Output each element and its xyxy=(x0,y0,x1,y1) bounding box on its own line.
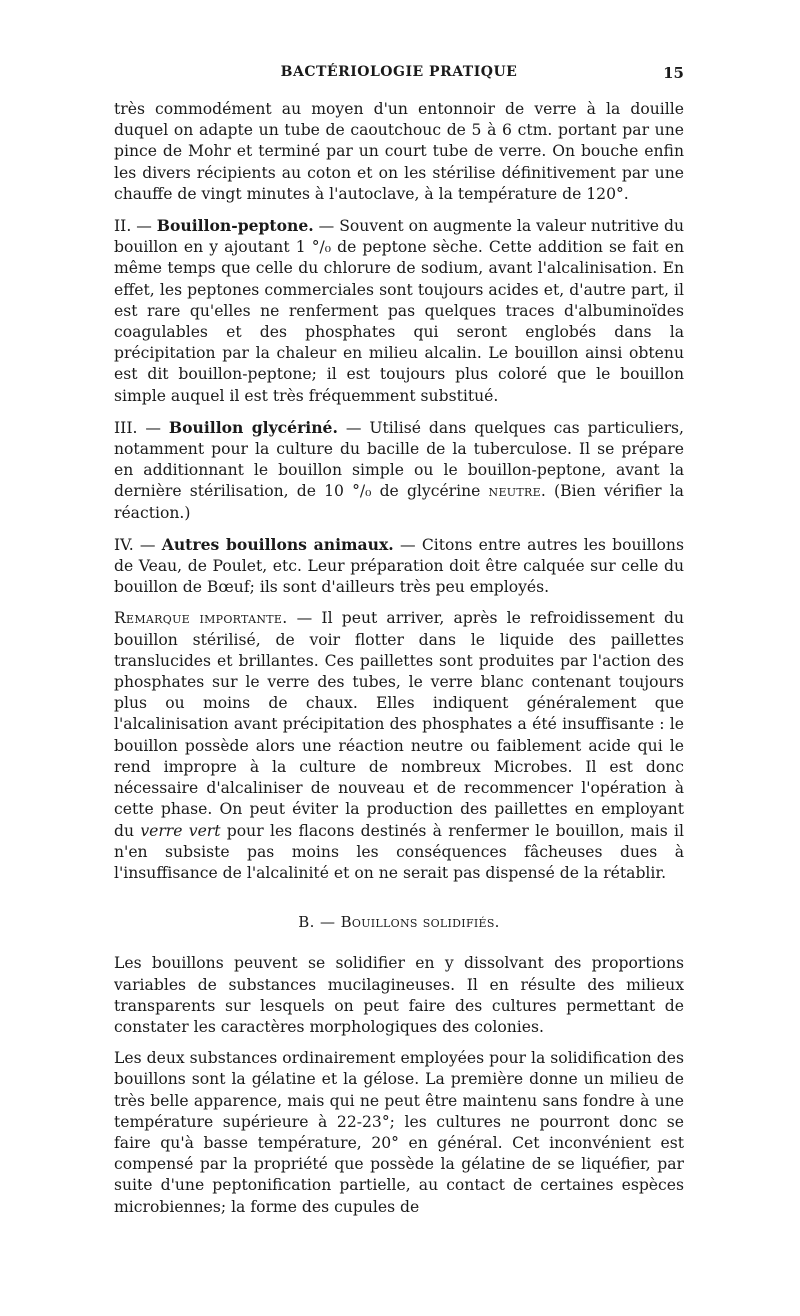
body-text xyxy=(114,99,684,1218)
paragraph-bouillons-solidifies-2: Les deux substances ordinairement employées pour la solidification des bouillons sont la gélatine et la gélose. La première donne un milieu de très belle apparence, mais qui ne peut être maintenu sans fondre à une température supérieure à 22-23°; les cultures ne pourront donc se faire qu'à basse température, 20° en général. Cet inconvénient est compensé par la propriété que possède la gélatine de se liquéfier, par suite d'une peptonification partielle, au contact de certaines espèces microbiennes; la forme des cupules de xyxy=(114,1049,684,1216)
paragraph-remarque xyxy=(114,608,684,884)
section-text: — Citons entre autres les bouillons de Veau, de Poulet, etc. Leur préparation doit être calquée sur celle du bouillon de Bœuf; ils sont d'ailleurs très peu employés. xyxy=(114,535,684,597)
section-text: — Souvent on augmente la valeur nutritive du bouillon en y ajoutant 1 °/₀ de peptone sèche. Cette addition se fait en même temps que celle du chlorure de sodium, avant l'alcalinisation. En effet, les peptones commerciales sont toujours acides et, d'autre part, il est rare qu'elles ne renferment pas quelques traces d'albuminoïdes coagulables et des phosphates qui seront englobés dans la précipitation par la chaleur en milieu alcalin. Le bouillon ainsi obtenu est dit bouillon-peptone; il est toujours plus coloré que le bouillon simple auquel il est très fréquemment substitué. xyxy=(114,217,684,405)
neutre-smallcaps: neutre xyxy=(488,482,541,501)
paragraph-continuation: très commodément au moyen d'un entonnoir de verre à la douille duquel on adapte un tube de caoutchouc de 5 à 6 ctm. portant par une pince de Mohr et terminé par un court tube de verre. On bouche enfin les divers récipients au coton et on les stérilise définitivement par une chauffe de vingt minutes à l'autoclave, à la température de 120°. xyxy=(114,100,684,203)
section-title: Bouillon-peptone. xyxy=(156,216,314,236)
section-number: III. — xyxy=(114,418,169,437)
remark-text-end: pour les flacons destinés à renfermer le bouillon, mais il n'en subsiste pas moins les conséquences fâcheuses dues à l'insuffisance de l'alcalinité et on ne serait pas dispensé de la rétablir. xyxy=(114,821,685,882)
section-b-title: Bouillons solidifiés. xyxy=(340,913,500,932)
section-heading-b xyxy=(114,912,684,933)
page-number: 15 xyxy=(663,64,684,82)
verre-vert-italic: verre vert xyxy=(140,821,221,840)
section-text: — Utilisé dans quelques cas particuliers, notamment pour la culture du bacille de la tuberculose. Il se prépare en additionnant le bouillon simple ou le bouillon-peptone, avant la dernière stérilisation, de 10 °/₀ de glycérine xyxy=(114,418,684,501)
section-title: Bouillon glycériné. xyxy=(168,417,338,437)
page-header xyxy=(114,64,684,88)
section-number: II. — xyxy=(114,217,157,236)
paragraph-bouillons-solidifies-1: Les bouillons peuvent se solidifier en y dissolvant des proportions variables de substances mucilagineuses. Il en résulte des milieux transparents sur lesquels on peut faire des cultures permettant de constater les caractères morphologiques des colonies. xyxy=(114,954,684,1036)
paragraph-bouillon-glycerine xyxy=(114,417,684,524)
remark-text: — Il peut arriver, après le refroidissement du bouillon stérilisé, de voir flotter dans le liquide des paillettes translucides et brillantes. Ces paillettes sont produites par l'action des phosphates sur le verre des tubes, le verre blanc contenant toujours plus ou moins de chaux. Elles indiquent généralement que l'alcalinisation avant précipitation des phosphates a été insuffisante : le bouillon possède alors une réaction neutre ou faiblement acide qui le rend impropre à la culture de nombreux Microbes. Il est donc nécessaire d'alcaliniser de nouveau et de recommencer l'opération à cette phase. On peut éviter la production des paillettes en employant du xyxy=(114,609,685,840)
section-number: IV. — xyxy=(114,535,162,554)
paragraph-autres-bouillons xyxy=(114,534,684,599)
section-b-prefix: B. — xyxy=(298,913,341,932)
running-title: BACTÉRIOLOGIE PRATIQUE xyxy=(280,64,518,80)
section-title: Autres bouillons animaux. xyxy=(161,534,394,554)
section-text-end: . (Bien vérifier la réaction.) xyxy=(114,482,684,522)
remark-label: Remarque importante. xyxy=(114,609,288,628)
paragraph-bouillon-peptone xyxy=(114,215,684,407)
